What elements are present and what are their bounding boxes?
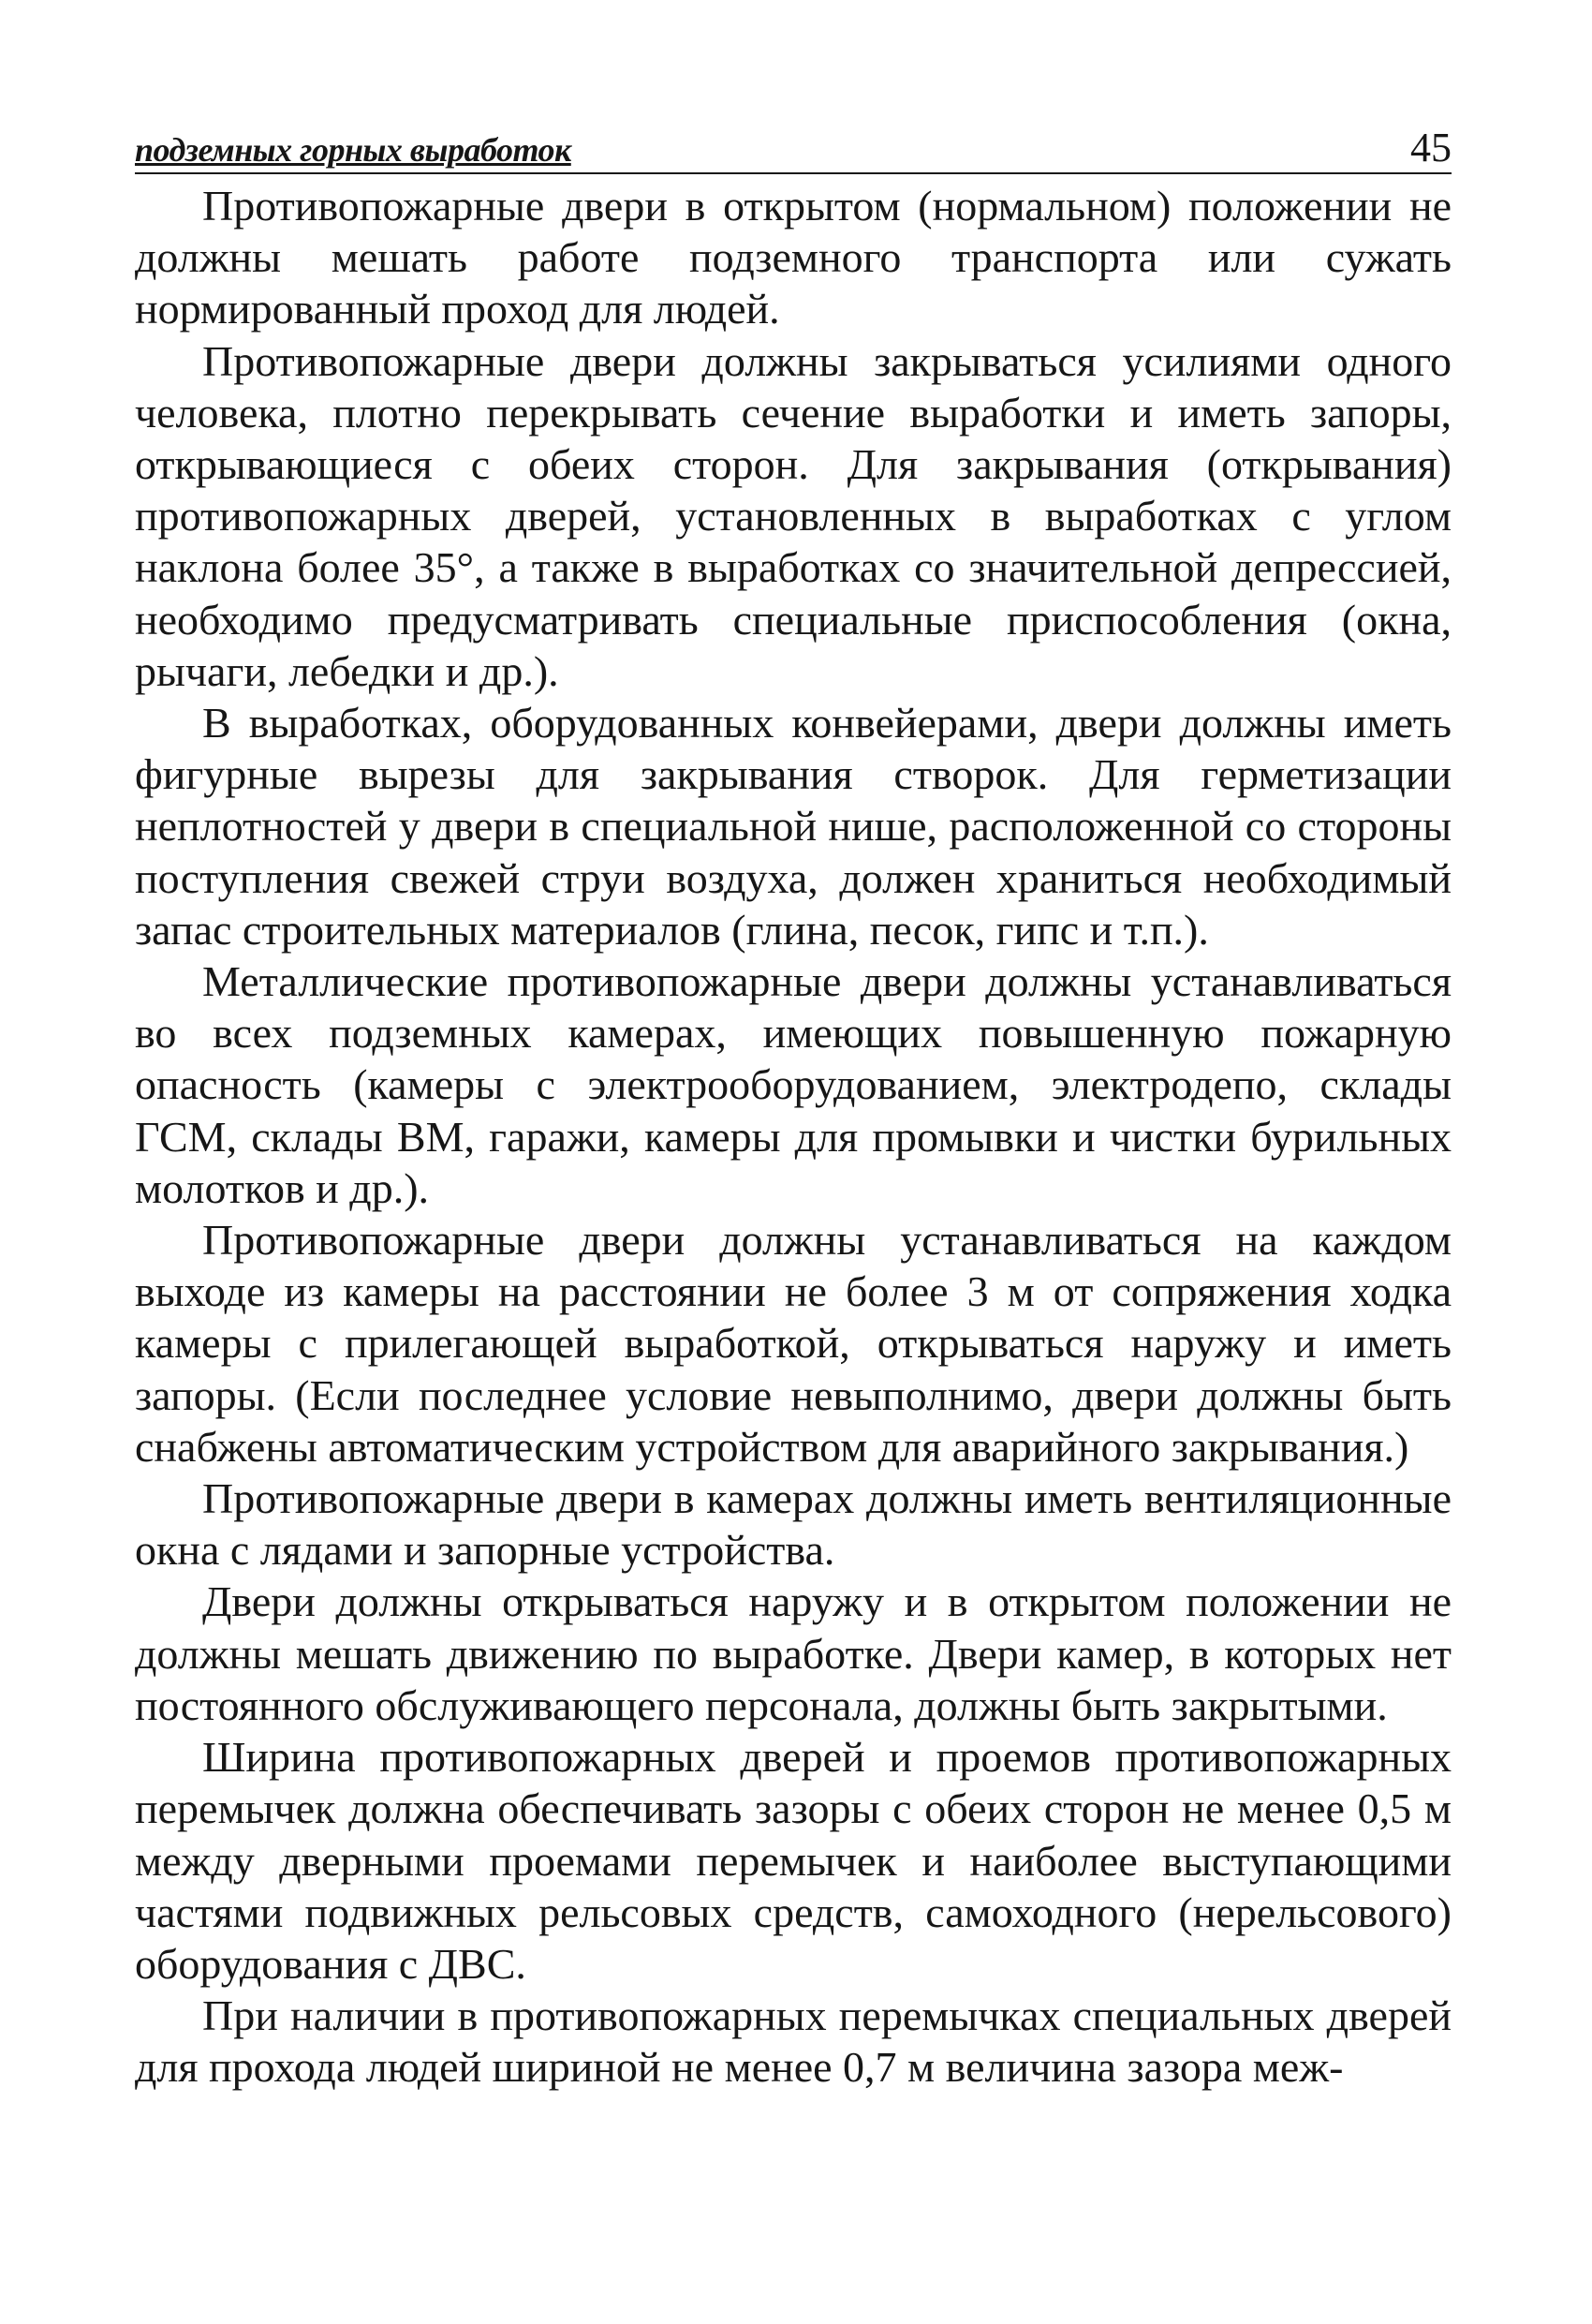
paragraph: Металлические противопожарные двери должны устанавливаться во всех подземных камерах, имеющих повышенную пожарную опасность (камеры с электрооборудованием, электродепо, склады ГСМ, склады ВМ, гаражи, камеры для промывки и чистки бурильных молотков и др.). [135,957,1452,1212]
paragraph: Противопожарные двери в открытом (нормальном) положении не должны мешать работе подземного транспорта или сужать нормированный проход для людей. [135,182,1452,333]
paragraph: Противопожарные двери должны закрываться усилиями одного человека, плотно перекрывать сечение выработки и иметь запоры, открывающиеся с обеих сторон. Для закрывания (открывания) противопожарных дверей, установленных в выработках с углом наклона более 35°, а также в выработках со значительной депрессией, необходимо предусматривать специальные приспособления (окна, рычаги, лебедки и др.). [135,336,1452,695]
paragraph: Противопожарные двери в камерах должны иметь вентиляционные окна с лядами и запорные устройства. [135,1474,1452,1575]
paragraph: Ширина противопожарных дверей и проемов противопожарных перемычек должна обеспечивать зазоры с обеих сторон не менее 0,5 м между дверными проемами перемычек и наиболее выступающими частями подвижных рельсовых средств, самоходного (нерельсового) оборудования с ДВС. [135,1733,1452,1988]
running-header [135,125,1452,174]
document-page [135,125,1452,2094]
paragraph: Противопожарные двери должны устанавливаться на каждом выходе из камеры на расстоянии не более 3 м от сопряжения ходка камеры с прилегающей выработкой, открываться наружу и иметь запоры. (Если последнее условие невыполнимо, двери должны быть снабжены автоматическим устройством для аварийного закрывания.) [135,1216,1452,1471]
paragraph: При наличии в противопожарных перемычках специальных дверей для прохода людей шириной не менее 0,7 м величина зазора меж- [135,1991,1452,2092]
running-title: подземных горных выработок [135,131,571,169]
paragraph: В выработках, оборудованных конвейерами, двери должны иметь фигурные вырезы для закрывания створок. Для герметизации неплотностей у двери в специальной нише, расположенной со стороны поступления свежей струи воздуха, должен храниться необходимый запас строительных материалов (глина, песок, гипс и т.п.). [135,699,1452,954]
body-text [135,180,1452,2094]
page-number: 45 [1410,125,1452,170]
paragraph: Двери должны открываться наружу и в открытом положении не должны мешать движению по выработке. Двери камер, в которых нет постоянного обслуживающего персонала, должны быть закрытыми. [135,1577,1452,1729]
